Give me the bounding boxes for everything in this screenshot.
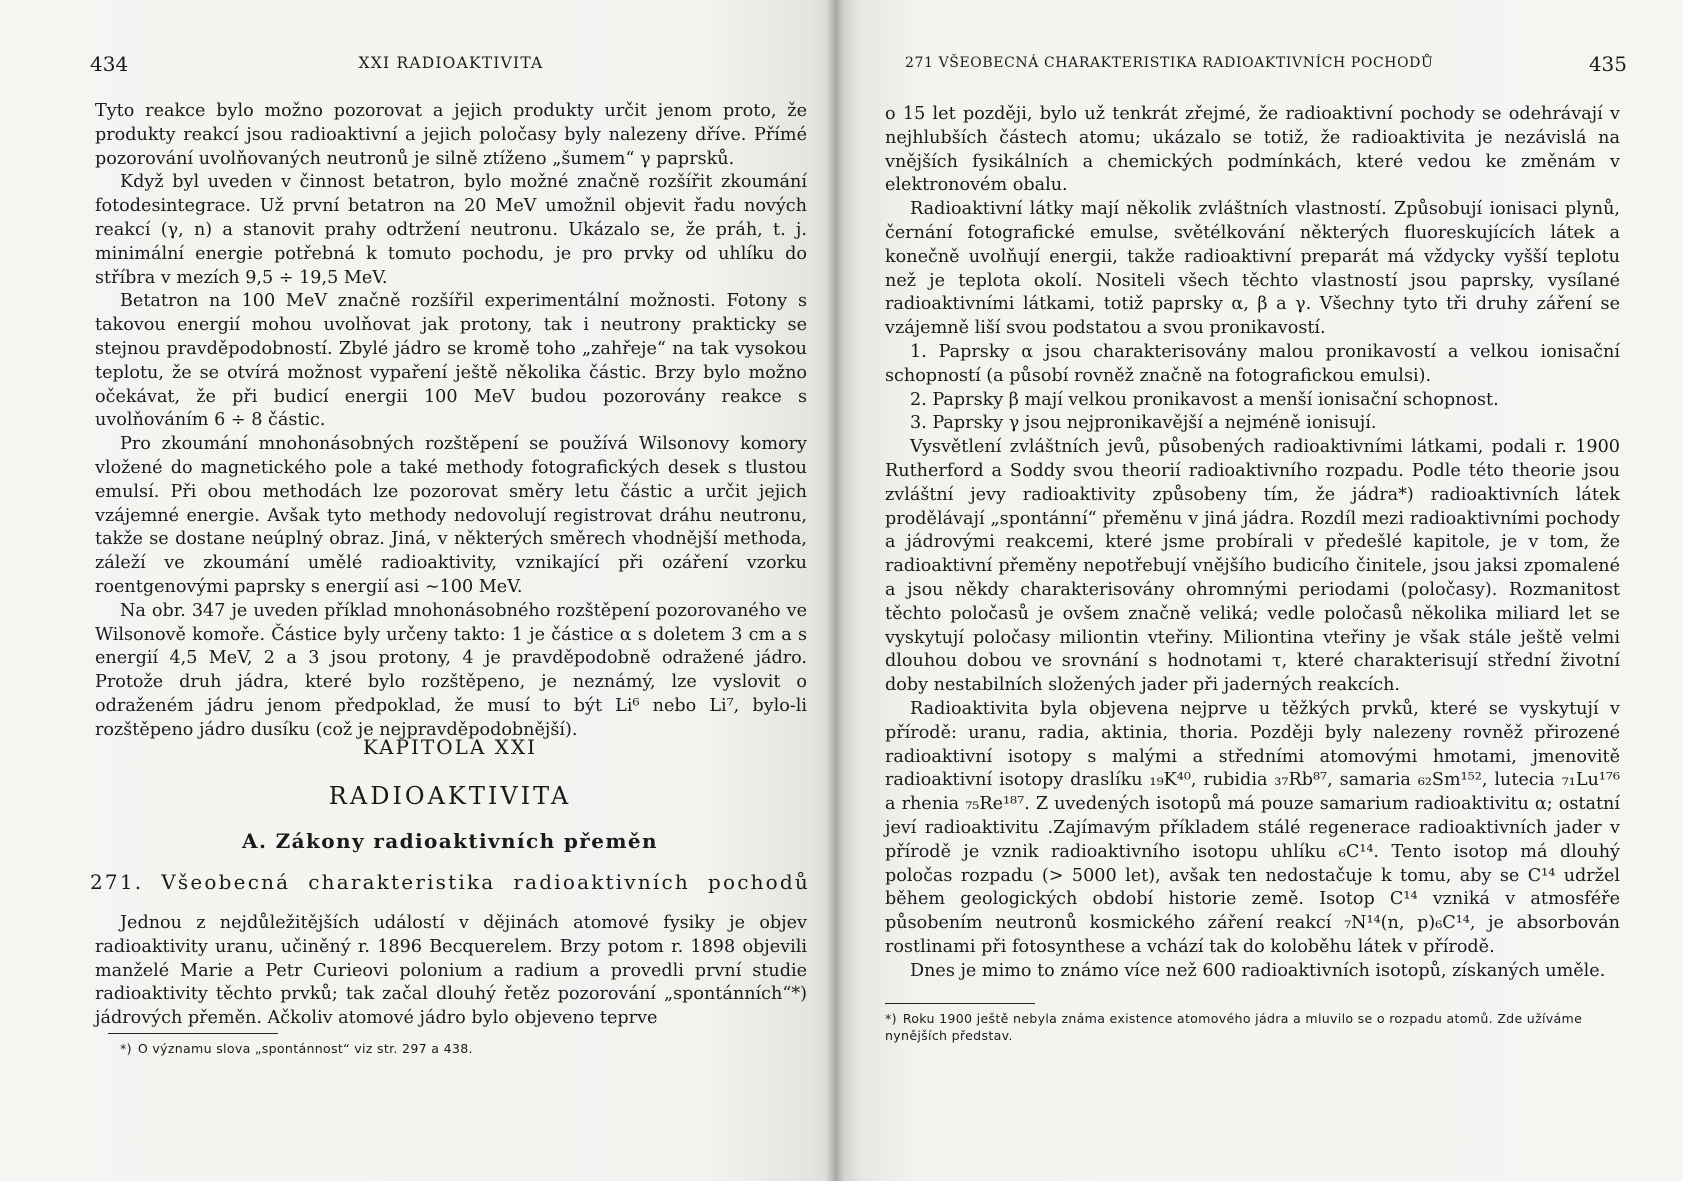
paragraph: Radioaktivita byla objevena nejprve u těžkých prvků, které se vyskytují v přírodě: uranu, radia, aktinia, thoria. Později byly nalezeny rovněž přirozené radioaktivní isotopy s malými a středními atomovými hmotami, jmenovitě radioaktivní isotopy draslíku ₁₉K⁴⁰, rubidia ₃₇Rb⁸⁷, samaria ₆₂Sm¹⁵², lutecia ₇₁Lu¹⁷⁶ a rhenia ₇₅Re¹⁸⁷. Z uvedených isotopů má pouze samarium radioaktivitu α; ostatní jeví radioaktivitu .Zajímavým příkladem stálé regenerace radioaktivních jader v přírodě je vznik radioaktivního isotopu uhlíku ₆C¹⁴. Tento isotop má dlouhý poločas rozpadu (> 5000 let), avšak ten nedostačuje k tomu, aby se C¹⁴ udržel během geologických období historie země. Isotop C¹⁴ vzniká v atmosféře působením neutronů kosmického záření reakcí ₇N¹⁴(n, p)₆C¹⁴, je absorbován rostlinami při fotosynthese a vchází tak do koloběhu látek v přírodě. [885, 698, 1620, 957]
paragraph: Betatron na 100 MeV značně rozšířil experimentální možnosti. Fotony s takovou energií mohou uvolňovat jak protony, tak i neutrony prakticky se stejnou pravděpodobností. Zbylé jádro se kromě toho „zahřeje“ na tak vysokou teplotu, že se otvírá možnost vypaření ještě několika částic. Brzy bylo možno očekávat, že při budicí energii 100 MeV budou pozorovány reakce s uvolňováním 6 ÷ 8 částic. [95, 291, 807, 431]
right-running-head-title: 271 VŠEOBECNÁ CHARAKTERISTIKA RADIOAKTIVNÍCH POCHODŮ [905, 55, 1434, 71]
subsection-title: 271. Všeobecná charakteristika radioaktivních pochodů [90, 870, 810, 894]
list-item: 1. Paprsky α jsou charakterisovány malou pronikavostí a velkou ionisační schopností (a působí rovněž značně na fotografickou emulsi). [885, 341, 1620, 386]
right-footnote [885, 1010, 1620, 1044]
footnote-text: Roku 1900 ještě nebyla známa existence atomového jádra a mluvilo se o rozpadu atomů. Zde užíváme nynějších představ. [885, 1011, 1583, 1043]
footnote-text: O významu slova „spontánnost“ viz str. 297 a 438. [137, 1041, 473, 1056]
list-item: 3. Paprsky γ jsou nejpronikavější a nejméně ionisují. [910, 413, 1377, 434]
paragraph: o 15 let později, bylo už tenkrát zřejmé, že radioaktivní pochody se odehrávají v nejhlubších částech atomu; ukázalo se totiž, že radioaktivita je nezávislá na vnějších fysikálních a chemických podmínkách, které vedou ke změnám v elektronovém obalu. [885, 104, 1620, 196]
list-item: 2. Paprsky β mají velkou pronikavost a menší ionisační schopnost. [910, 389, 1499, 410]
paragraph: Jednou z nejdůležitějších událostí v dějinách atomové fysiky je objev radioaktivity uranu, učiněný r. 1896 Becquerelem. Brzy potom r. 1898 objevili manželé Marie a Petr Curieovi polonium a radium a provedli první studie radioaktivity těchto prvků; tak začal dlouhý řetěz pozorování „spontánních“*) jádrových přeměn. Ačkoliv atomové jádro bylo objeveno teprve [95, 913, 807, 1029]
right-running-head [905, 52, 1627, 76]
section-body-text [95, 912, 807, 1031]
left-running-head [90, 52, 812, 76]
book-gutter [826, 0, 844, 1181]
paragraph: Tyto reakce bylo možno pozorovat a jejich produkty určit jenom proto, že produkty reakcí jsou radioaktivní a jejich poločasy byly nalezeny dříve. Přímé pozorování uvolňovaných neutronů je silně ztíženo „šumem“ γ paprsků. [95, 101, 807, 169]
right-page [835, 0, 1683, 1181]
footnote-mark: *) [120, 1041, 132, 1056]
footnote-rule [885, 1003, 1035, 1004]
left-page [0, 0, 835, 1181]
paragraph: Když byl uveden v činnost betatron, bylo možné značně rozšířit zkoumání fotodesintegrace. Už první betatron na 20 MeV umožnil objevit řadu nových reakcí (γ, n) a stanovit prahy odtržení neutronu. Ukázalo se, že práh, t. j. minimální energie potřebná k tomuto pochodu, je pro prvky od uhlíku do stříbra v mezích 9,5 ÷ 19,5 MeV. [95, 172, 807, 288]
footnote-mark: *) [885, 1011, 897, 1026]
section-title: A. Zákony radioaktivních přeměn [242, 829, 658, 853]
paragraph: Radioaktivní látky mají několik zvláštních vlastností. Způsobují ionisaci plynů, černání fotografické emulse, světélkování některých fluoreskujících látek a konečně uvolňují energii, takže radioaktivní preparát má vždycky vyšší teplotu než je teplota okolí. Nositeli všech těchto vlastností jsou paprsky, vysílané radioaktivními látkami, totiž paprsky α, β a γ. Všechny tyto tři druhy záření se vzájemně liší svou podstatou a svou pronikavostí. [885, 199, 1620, 339]
chapter-label: KAPITOLA XXI [362, 735, 538, 759]
paragraph: Dnes je mimo to známo více než 600 radioaktivních isotopů, získaných uměle. [910, 960, 1606, 981]
left-running-head-title: XXI RADIOAKTIVITA [358, 54, 544, 72]
paragraph: Vysvětlení zvláštních jevů, působených radioaktivními látkami, podali r. 1900 Rutherford a Soddy svou theorií radioaktivního rozpadu. Podle této theorie jsou zvláštní jevy radioaktivity způsobeny tím, že jádra*) radioaktivních látek prodělávají „spontánní“ přeměnu v jiná jádra. Rozdíl mezi radioaktivními pochody a jádrovými reakcemi, které jsme probírali v předešlé kapitole, je v tom, že radioaktivní přeměny nepotřebují vnějšího budicího činitele, jsou jaksi zpomalené a jsou někdy charakterisovány ohromnými periodami (poločasy). Rozmanitost těchto poločasů je ovšem značně veliká; vedle poločasů několika miliard let se vyskytují poločasy miliontin vteřiny. Miliontina vteřiny je však stále ještě velmi dlouhou dobou ve srovnání s hodnotami τ, které charakterisují střední životní doby nestabilních složených jader při jaderných reakcích. [885, 437, 1620, 696]
left-body-text [95, 100, 807, 743]
footnote-rule [108, 1033, 278, 1034]
left-page-number: 434 [90, 52, 129, 76]
right-page-number: 435 [1588, 52, 1627, 76]
paragraph: Na obr. 347 je uveden příklad mnohonásobného rozštěpení pozorovaného ve Wilsonově komoře. Částice byly určeny takto: 1 je částice α s doletem 3 cm a s energií 4,5 MeV, 2 a 3 jsou protony, 4 je pravděpodobně odražené jádro. Protože druh jádra, které bylo rozštěpeno, je neznámý, lze vyslovit o odraženém jádru jenom předpoklad, že musí to být Li⁶ nebo Li⁷, bylo-li rozštěpeno jádro dusíku (což je nejpravděpodobnější). [95, 600, 807, 740]
right-body-text [885, 103, 1620, 983]
paragraph: Pro zkoumání mnohonásobných rozštěpení se používá Wilsonovy komory vložené do magnetického pole a také methody fotografických desek s tlustou emulsí. Při obou methodách lze pozorovat směry letu částic a určit jejich vzájemné energie. Avšak tyto methody nedovolují registrovat dráhu neutronu, takže se dostane neúplný obraz. Jiná, v některých směrech vhodnější methoda, záleží ve zkoumání umělé radioaktivity, vznikající při ozáření vzorku roentgenovými paprsky s energií asi ∼100 MeV. [95, 434, 807, 597]
chapter-title: RADIOAKTIVITA [328, 782, 572, 810]
left-footnote [120, 1040, 810, 1057]
